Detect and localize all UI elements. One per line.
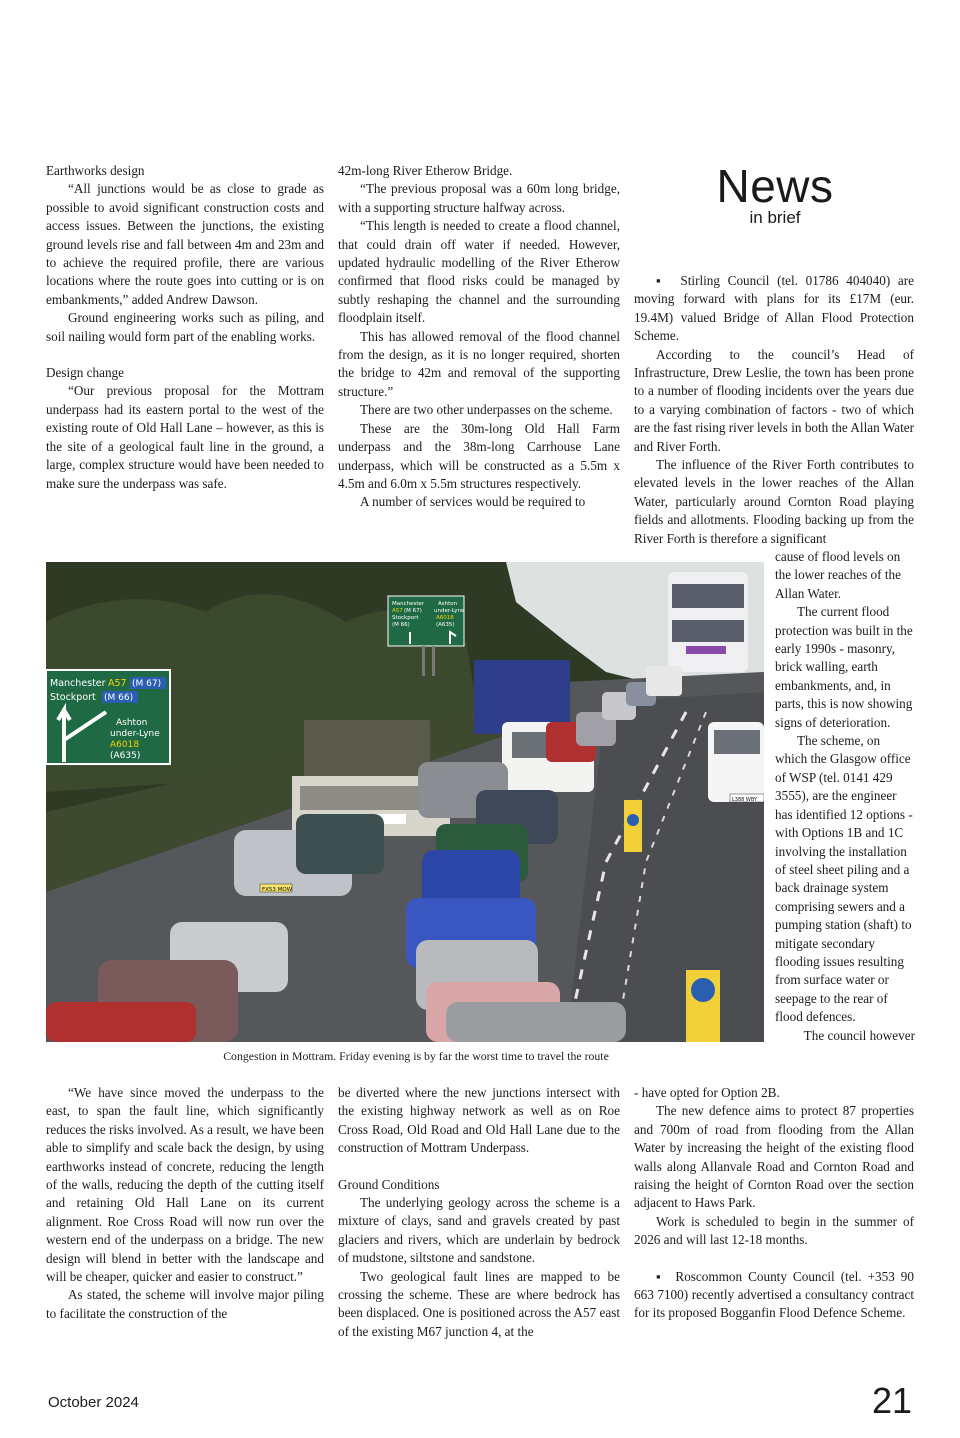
paragraph: “All junctions would be as close to grade as possible to avoid significant construction costs and access issues. Between the junctions, the existing ground levels rise and fall between 4m and 23m and to achieve the required profile, there are various locations where the route goes into cutting or is on embankments,” added Andrew Dawson. [46, 181, 324, 307]
news-item-stirling: ▪ Stirling Council (tel. 01786 404040) are moving forward with plans for its £17M (eur. 19.4M) valued Bridge of Allan Flood Protection Scheme. [634, 272, 914, 346]
paragraph: This has allowed removal of the flood channel from the design, as it is no longer required, shorten the bridge to 42m and removal of the supporting structure.” [338, 328, 620, 399]
sign-left-line1c: (M 67) [132, 679, 162, 689]
paragraph: The influence of the River Forth contributes to elevated levels in the lower reaches of the Allan Water, particularly around Cornton Road playing fields and allotments. Flooding backing up from the River Forth is therefore a significant [634, 457, 914, 546]
news-column-side [775, 548, 915, 1045]
news-title: News [716, 160, 834, 212]
subheading-earthworks: Earthworks design [46, 163, 145, 178]
sign-left-line4: under-Lyne [110, 729, 160, 739]
sign-left-line1b: A57 [108, 678, 127, 689]
paragraph: There are two other underpasses on the scheme. [360, 402, 613, 418]
paragraph: - have opted for Option 2B. [634, 1085, 780, 1100]
article-column-2 [338, 162, 620, 512]
sign-center-left1: Manchester [392, 601, 425, 607]
road-sign-left [46, 670, 170, 764]
sign-left-line2b: (M 66) [104, 693, 134, 703]
photo-caption: Congestion in Mottram. Friday evening is by far the worst time to travel the route [223, 1049, 609, 1063]
news-column [634, 272, 914, 548]
subheading-design-change: Design change [46, 365, 124, 381]
paragraph: “Our previous proposal for the Mottram underpass had its eastern portal to the west of the existing route of Old Hall Lane – however, as this is the site of a geological fault line in the ground, a large, complex structure would have been needed to make sure the underpass was safe. [46, 383, 324, 491]
page-number: 21 [871, 1380, 912, 1421]
paragraph: 42m-long River Etherow Bridge. [338, 163, 513, 178]
news-item-roscommon: ▪ Roscommon County Council (tel. +353 90 663 7100) recently advertised a consultancy contract for its proposed Bogganfin Flood Defence Scheme. [634, 1268, 914, 1323]
sign-center-left5: (M 66) [392, 622, 410, 628]
plate-right: L388 WBY [732, 797, 758, 803]
sign-left-line1a: Manchester [50, 678, 106, 689]
paragraph: Work is scheduled to begin in the summer of 2026 and will last 12-18 months. [634, 1213, 914, 1248]
paragraph: These are the 30m-long Old Hall Farm underpass and the 38m-long Carrhouse Lane underpass, which will be constructed as a 5.5m x 4.5m and 6.0m x 5.5m structures respectively. [338, 420, 620, 491]
paragraph: “The previous proposal was a 60m long bridge, with a supporting structure halfway across. [338, 181, 620, 215]
paragraph: As stated, the scheme will involve major piling to facilitate the construction of the [46, 1287, 324, 1321]
news-subtitle: in brief [749, 208, 801, 227]
sign-center-left4: Stockport [392, 615, 419, 621]
sign-center-right3: A6018 [436, 615, 454, 621]
news-column-continued [634, 1084, 914, 1323]
plate-left: FX53 MOW [262, 887, 293, 893]
paragraph: The scheme, on which the Glasgow office of WSP (tel. 0141 429 3555), are the engineer has identified 12 options - with Options 1B and 1C involving the installation of steel sheet piling and a back drainage system comprising sewers and a pumping station (shaft) to mitigate secondary flooding issues resulting from surface water or seepage to the rear of flood defences. [775, 733, 913, 1025]
traffic-photo [46, 562, 764, 1042]
sign-center-left3: (M 67) [404, 608, 422, 614]
paragraph: Two geological fault lines are mapped to be crossing the scheme. These are where bedrock has been displaced. One is positioned across the A57 east of the existing M67 junction 4, at the [338, 1268, 620, 1339]
sign-left-line2a: Stockport [50, 692, 96, 703]
paragraph: A number of services would be required to [360, 494, 586, 510]
article-column-1 [46, 162, 324, 493]
paragraph: The council however [803, 1027, 915, 1043]
footer-date: October 2024 [48, 1394, 139, 1411]
sign-left-line5: A6018 [110, 740, 140, 750]
news-in-brief-heading [700, 160, 850, 228]
sign-center-right2: under-Lyne [434, 608, 465, 614]
paragraph: The underlying geology across the scheme is a mixture of clays, sand and gravels created by past glaciers and rivers, which are underlain by bedrock of mudstone, siltstone and sandstone. [338, 1195, 620, 1266]
sign-center-left2: A57 [392, 608, 403, 614]
paragraph: “This length is needed to create a flood channel, that could drain off water if needed. However, updated hydraulic modelling of the River Etherow confirmed that flood risks could be managed by subtly reshaping the channel and the surrounding floodplain itself. [338, 218, 620, 326]
paragraph: Ground engineering works such as piling, and soil nailing would form part of the enabling works. [46, 310, 324, 344]
subheading-ground-conditions: Ground Conditions [338, 1176, 440, 1192]
paragraph: According to the council’s Head of Infrastructure, Drew Leslie, the town has been prone to a number of flooding incidents over the years due to a varying combination of factors - two of which are the fast rising river levels in both the Allan Water and River Forth. [634, 346, 914, 454]
paragraph: The new defence aims to protect 87 properties and 700m of road from flooding from the Allan Water by increasing the height of the existing flood walls along Allanvale Road and Cornton Road and raising the height of Cornton Road over the section adjacent to Haws Park. [634, 1103, 914, 1211]
sign-center-right1: Ashton [438, 601, 458, 607]
sign-center-right4: (A635) [436, 622, 455, 628]
article-column-1-continued [46, 1084, 324, 1323]
paragraph: “We have since moved the underpass to the east, to span the fault line, which significantly reduces the risks involved. As a result, we have been able to simplify and scale back the design, by using earthworks instead of concrete, reducing the length of the walls, reducing the depth of the cutting itself and retaining Old Hall Lane on its current alignment. Roe Cross Road will now run over the western end of the underpass on a bridge. The new design will blend in better with the landscape and will be cheaper, quicker and easier to construct.” [46, 1085, 324, 1285]
paragraph: cause of flood levels on the lower reaches of the Allan Water. [775, 549, 901, 601]
sign-left-line3: Ashton [116, 718, 148, 728]
paragraph: The current flood protection was built in the early 1990s - masonry, brick walling, earth embankments, and, in parts, this is now showing signs of deterioration. [775, 604, 913, 730]
paragraph: be diverted where the new junctions intersect with the existing highway network as well as on Roe Cross Road, Old Road and Old Hall Lane due to the construction of Mottram Underpass. [338, 1085, 620, 1156]
article-column-2-continued [338, 1084, 620, 1341]
sign-left-line6: (A635) [110, 751, 141, 761]
